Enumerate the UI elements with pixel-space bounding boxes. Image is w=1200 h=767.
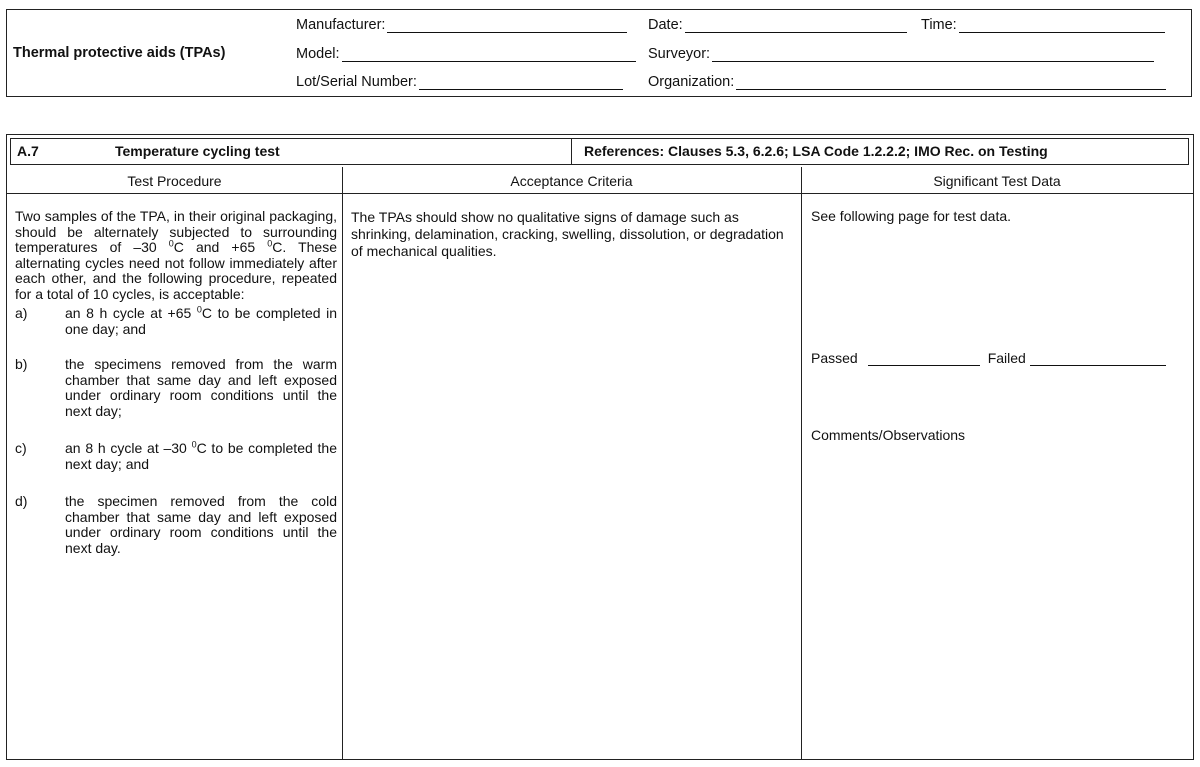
test-procedure-text xyxy=(15,209,337,556)
test-references: References: Clauses 5.3, 6.2.6; LSA Code 1.2.2.2; IMO Rec. on Testing xyxy=(584,143,1048,159)
model-field[interactable] xyxy=(296,46,636,62)
failed-label: Failed xyxy=(987,350,1026,366)
procedure-intro: Two samples of the TPA, in their original packaging, should be alternately subjected to surrounding temperatures of –30 $^0$C and +65 $^0$C. These alternating cycles need not follow immediately after each other, and the following procedure, repeated for a total of 10 cycles, is acceptable: xyxy=(15,208,338,302)
date-label: Date: xyxy=(648,17,683,33)
manufacturer-input-line[interactable] xyxy=(387,18,627,33)
manufacturer-label: Manufacturer: xyxy=(296,17,386,33)
lot-serial-input-line[interactable] xyxy=(419,75,623,90)
surveyor-label: Surveyor: xyxy=(648,46,711,62)
column-header-data: Significant Test Data xyxy=(933,173,1061,189)
column-header-divider xyxy=(7,193,1193,194)
test-form-table xyxy=(6,134,1194,760)
acceptance-criteria-text: The TPAs should show no qualitative signs of damage such as shrinking, delamination, cracking, swelling, dissolution, or degradation of mechanical qualities. xyxy=(351,209,784,259)
lot-serial-label: Lot/Serial Number: xyxy=(296,74,417,90)
passed-input-line[interactable] xyxy=(868,352,980,366)
organization-input-line[interactable] xyxy=(736,75,1166,90)
test-data-note: See following page for test data. xyxy=(811,208,1012,224)
model-label: Model: xyxy=(296,46,340,62)
time-input-line[interactable] xyxy=(959,18,1165,33)
time-field[interactable] xyxy=(921,17,1165,33)
header-box xyxy=(6,9,1192,97)
passed-label: Passed xyxy=(811,350,858,366)
date-input-line[interactable] xyxy=(685,18,907,33)
date-field[interactable] xyxy=(648,17,907,33)
procedure-step-a: a) an 8 h cycle at +65 $^0$C to be completed in one day; and xyxy=(15,304,338,337)
test-title-cell xyxy=(11,139,572,164)
model-input-line[interactable] xyxy=(342,47,636,62)
column-header-acceptance: Acceptance Criteria xyxy=(510,173,633,189)
organization-field[interactable] xyxy=(648,74,1166,90)
column-divider xyxy=(801,167,802,759)
failed-input-line[interactable] xyxy=(1030,352,1166,366)
form-title: Thermal protective aids (TPAs) xyxy=(13,45,226,61)
comments-label: Comments/Observations xyxy=(811,427,966,443)
organization-label: Organization: xyxy=(648,74,735,90)
surveyor-input-line[interactable] xyxy=(712,47,1154,62)
procedure-step-b: b) the specimens removed from the warm chamber that same day and left exposed under ordinary room conditions until the next day; xyxy=(15,356,337,419)
column-divider xyxy=(342,167,343,759)
lot-serial-field[interactable] xyxy=(296,74,623,90)
test-code: A.7 xyxy=(17,143,39,159)
manufacturer-field[interactable] xyxy=(296,17,627,33)
column-header-procedure: Test Procedure xyxy=(127,173,222,189)
test-title-row xyxy=(10,138,1189,165)
surveyor-field[interactable] xyxy=(648,46,1154,62)
test-name: Temperature cycling test xyxy=(115,143,280,159)
procedure-step-c: c) an 8 h cycle at –30 $^0$C to be completed the next day; and xyxy=(15,439,337,472)
pass-fail-row xyxy=(811,350,1166,366)
procedure-step-d: d) the specimen removed from the cold chamber that same day and left exposed under ordinary room conditions until the next day. xyxy=(15,493,337,556)
time-label: Time: xyxy=(921,17,957,33)
